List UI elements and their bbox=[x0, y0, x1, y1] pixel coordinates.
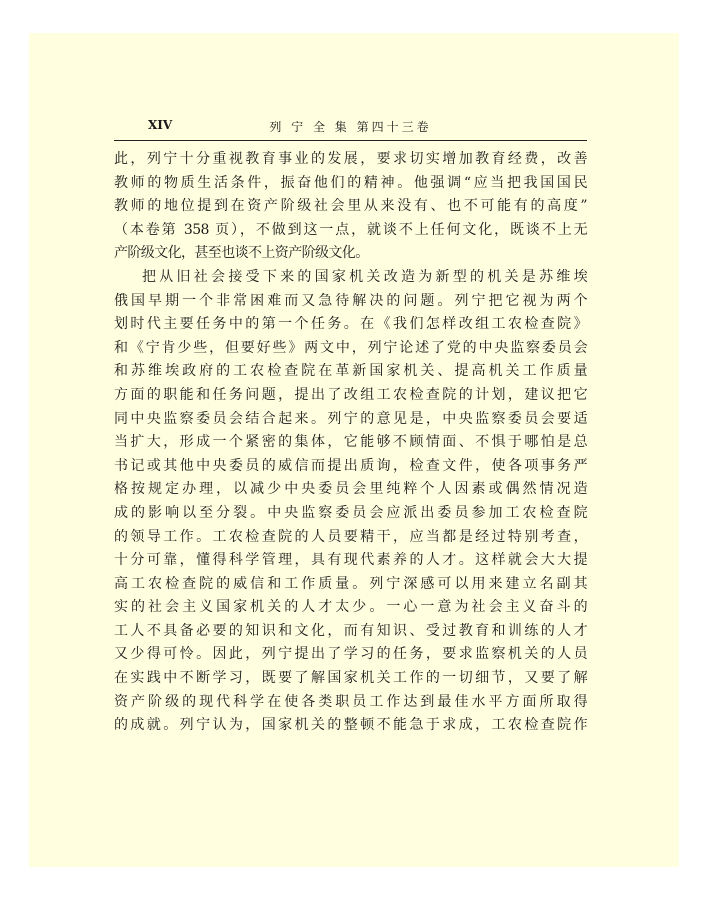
body-text bbox=[114, 148, 587, 738]
text-line: 资产阶级的现代科学在使各类职员工作达到最佳水平方面所取得 bbox=[114, 693, 587, 710]
text-line: 的领导工作。工农检查院的人员要精干，应当都是经过特别考查， bbox=[114, 528, 587, 545]
running-title: 列 宁 全 集 第四十三卷 bbox=[269, 120, 432, 134]
text-line: 书记或其他中央委员的威信而提出质询，检查文件，使各项事务严 bbox=[114, 457, 587, 474]
text-line: 方面的职能和任务问题，提出了改组工农检查院的计划，建议把它 bbox=[114, 386, 587, 403]
text-line: （本卷第 358 页），不做到这一点，就谈不上任何文化，既谈不上无 bbox=[114, 221, 587, 238]
text-line: 划时代主要任务中的第一个任务。在《我们怎样改组工农检查院》 bbox=[114, 316, 587, 333]
text-line: 教师的物质生活条件，振奋他们的精神。他强调“应当把我国国民 bbox=[114, 174, 587, 191]
text-line: 在实践中不断学习，既要了解国家机关工作的一切细节，又要了解 bbox=[114, 670, 587, 687]
text-line: 成的影响以至分裂。中央监察委员会应派出委员参加工农检查院 bbox=[114, 504, 587, 521]
text-line: 把从旧社会接受下来的国家机关改造为新型的机关是苏维埃 bbox=[142, 268, 587, 285]
text-line: 和苏维埃政府的工农检查院在革新国家机关、提高机关工作质量 bbox=[114, 363, 587, 380]
text-line: 格按规定办理，以减少中央委员会里纯粹个人因素或偶然情况造 bbox=[114, 481, 587, 498]
page-header bbox=[114, 118, 587, 140]
text-line: 俄国早期一个非常困难而又急待解决的问题。列宁把它视为两个 bbox=[114, 292, 587, 309]
text-line: 产阶级文化，甚至也谈不上资产阶级文化。 bbox=[114, 245, 369, 262]
text-line: 的成就。列宁认为，国家机关的整顿不能急于求成，工农检查院作 bbox=[114, 717, 587, 734]
text-line: 教师的地位提到在资产阶级社会里从来没有、也不可能有的高度” bbox=[114, 198, 587, 215]
text-line: 此，列宁十分重视教育事业的发展，要求切实增加教育经费，改善 bbox=[114, 151, 587, 167]
text-line: 高工农检查院的威信和工作质量。列宁深感可以用来建立名副其 bbox=[114, 575, 587, 592]
text-line: 当扩大，形成一个紧密的集体，它能够不顾情面、不惧于哪怕是总 bbox=[114, 434, 587, 451]
text-line: 同中央监察委员会结合起来。列宁的意见是，中央监察委员会要适 bbox=[114, 410, 587, 427]
text-line: 十分可靠，懂得科学管理，具有现代素养的人才。这样就会大大提 bbox=[114, 552, 587, 569]
page-number: XIV bbox=[148, 118, 173, 132]
text-line: 又少得可怜。因此，列宁提出了学习的任务，要求监察机关的人员 bbox=[114, 646, 587, 663]
text-line: 工人不具备必要的知识和文化，而有知识、受过教育和训练的人才 bbox=[114, 622, 587, 639]
text-line: 实的社会主义国家机关的人才太少。一心一意为社会主义奋斗的 bbox=[114, 599, 587, 616]
header-rule bbox=[114, 140, 587, 141]
text-line: 和《宁肯少些，但要好些》两文中，列宁论述了党的中央监察委员会 bbox=[114, 339, 587, 356]
